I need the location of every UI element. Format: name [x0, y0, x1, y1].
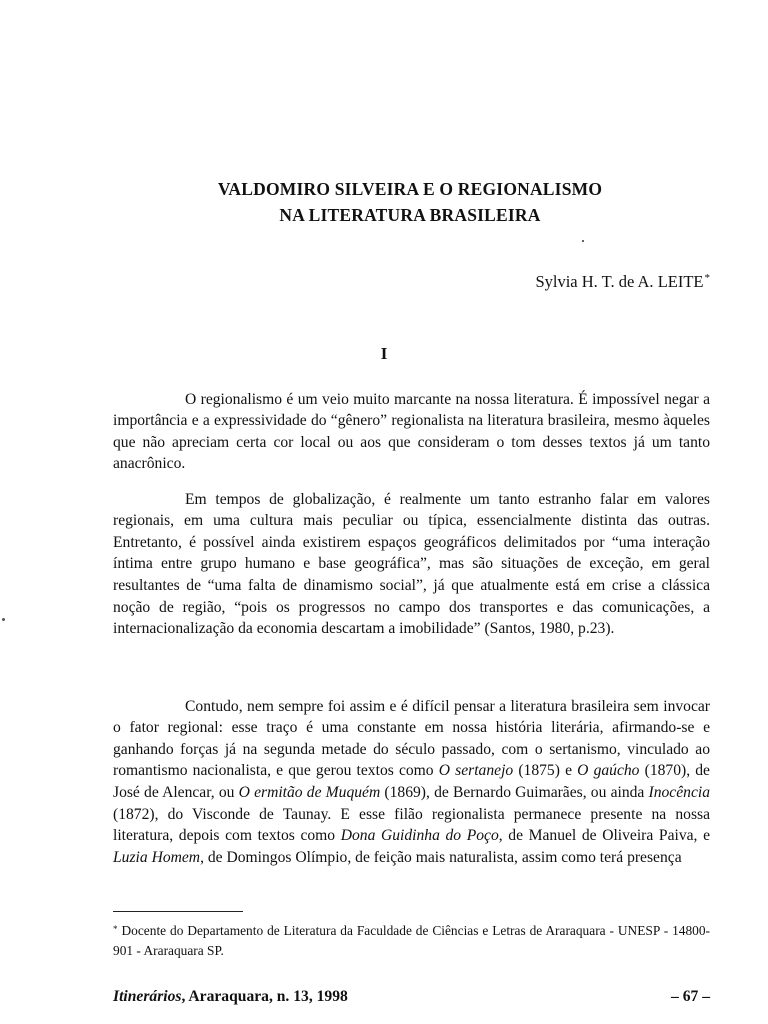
work-title-inocencia: Inocência [648, 783, 710, 801]
author-byline [535, 270, 710, 294]
section-number: I [380, 344, 388, 363]
footnote-marker: * [113, 924, 118, 934]
author-given-names: Sylvia H. T. de A. [535, 272, 654, 291]
article-title [110, 176, 710, 228]
p3-text-7: , de Domingos Olímpio, de feição mais naturalista, assim como terá presença [200, 848, 682, 866]
p3-text-2: (1875) e [513, 762, 578, 780]
work-title-o-ermitao: O ermitão de Muquém [238, 783, 381, 801]
paragraph-3 [113, 696, 710, 869]
author-surname: LEITE [657, 272, 704, 291]
journal-details: , Araraquara, n. 13, 1998 [181, 988, 348, 1005]
paragraph-2: Em tempos de globalização, é realmente um tanto estranho falar em valores regionais, em uma cultura mais peculiar ou típica, essencialmente distinta das outras. Entretanto, é possível ainda existirem espaços geográficos delimitados por “uma interação íntima entre grupo humano e base geográfica”, mas são situações de exceção, em geral resultantes de “uma falta de dinamismo social”, já que atualmente está em crise a clássica noção de região, “pois os progressos no campo dos transportes e das comunicações, a internacionalização da economia descartam a imobilidade” (Santos, 1980, p.23). [113, 490, 710, 638]
p3-text-3: (1870), de José de Alencar, ou [113, 762, 710, 801]
footnote [113, 921, 710, 961]
work-title-o-sertanejo: O sertanejo [438, 762, 514, 780]
p3-text-4: (1869), de Bernardo Guimarães, ou ainda [380, 783, 649, 801]
work-title-luzia-homem: Luzia Homem [113, 848, 201, 866]
author-footnote-marker: * [704, 272, 710, 284]
title-line-2: NA LITERATURA BRASILEIRA [279, 205, 541, 225]
p3-text-6: , de Manuel de Oliveira Paiva, e [498, 827, 710, 845]
paragraph-1: O regionalismo é um veio muito marcante na nossa literatura. É impossível negar a importância e a expressividade do “gênero” regionalista na literatura brasileira, mesmo àqueles que não apreciam certa cor local ou aos que consideram o tom desses textos já um tanto anacrônico. [113, 390, 710, 473]
margin-speck [2, 618, 5, 621]
page-number: – 67 – [671, 988, 710, 1005]
page-footer [113, 986, 710, 1008]
work-title-dona-guidinha: Dona Guidinha do Poço [340, 827, 499, 845]
footnote-divider [113, 911, 243, 912]
p3-text-1: Contudo, nem sempre foi assim e é difícil pensar a literatura brasileira sem invocar o fator regional: esse traço é uma constante em nossa história literária, afirmando-se e ganhando forças já na segunda metade do século passado, com o sertanismo, vinculado ao romantismo nacionalista, e que gerou textos como [113, 697, 710, 780]
footnote-text: Docente do Departamento de Literatura da Faculdade de Ciências e Letras de Araraquara - UNESP - 14800-901 - Araraquara SP. [113, 923, 710, 958]
title-line-1: VALDOMIRO SILVEIRA E O REGIONALISMO [217, 179, 603, 199]
journal-name: Itinerários [113, 988, 182, 1005]
work-title-o-gaucho: O gaúcho [577, 762, 640, 780]
scan-speck [582, 240, 584, 242]
p3-text-5: (1872), do Visconde de Taunay. E esse filão regionalista permanece presente na nossa literatura, depois com textos como [113, 805, 710, 845]
